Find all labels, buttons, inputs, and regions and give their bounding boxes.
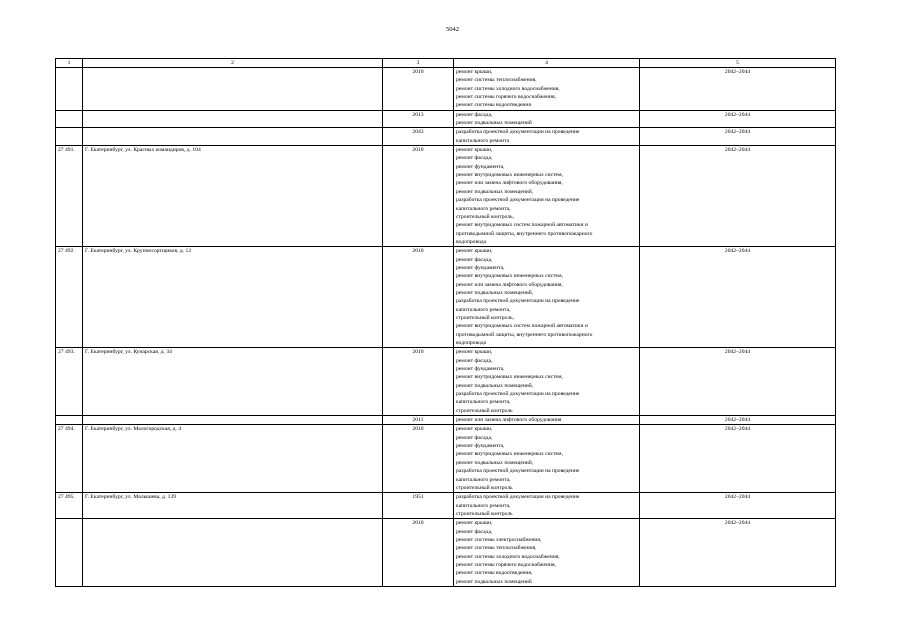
table-body bbox=[56, 68, 836, 587]
works-cell bbox=[454, 146, 640, 247]
address-cell bbox=[83, 128, 383, 146]
column-number-row bbox=[56, 59, 836, 68]
work-line: ремонт системы холодного водоснабжения, bbox=[456, 85, 560, 92]
work-line: ремонт крыши, bbox=[456, 426, 493, 433]
work-line: ремонт или замена лифтового оборудования bbox=[456, 417, 562, 424]
row-number-cell bbox=[56, 519, 83, 587]
year-cell: 2010 bbox=[383, 247, 454, 348]
table-row bbox=[56, 68, 836, 111]
row-number-cell bbox=[56, 128, 83, 146]
work-line: строительный контроль bbox=[456, 510, 513, 517]
works-cell bbox=[454, 68, 640, 111]
year-cell: 2010 bbox=[383, 519, 454, 587]
column-header: 5 bbox=[640, 59, 836, 68]
work-line: разработка проектной документации на проведение bbox=[456, 468, 580, 475]
work-line: ремонт крыши, bbox=[456, 69, 493, 75]
year-cell: 2043 bbox=[383, 128, 454, 146]
work-line: ремонт системы водоотведения, bbox=[456, 570, 533, 577]
table-row bbox=[56, 146, 836, 247]
works-cell bbox=[454, 247, 640, 348]
works-cell bbox=[454, 519, 640, 587]
address-cell bbox=[83, 416, 383, 425]
repair-schedule-table bbox=[55, 58, 836, 587]
work-line: ремонт фундамента, bbox=[456, 443, 505, 450]
work-line: ремонт подвальных помещений bbox=[456, 578, 532, 585]
row-number-cell: 27 495. bbox=[56, 493, 83, 519]
works-cell bbox=[454, 416, 640, 425]
period-cell: 2042–2044 bbox=[640, 128, 836, 146]
work-line: ремонт внутридомовых систем пожарной автоматики и bbox=[456, 222, 588, 229]
work-line: ремонт подвальных помещений, bbox=[456, 188, 534, 195]
row-number-cell bbox=[56, 110, 83, 128]
period-cell: 2042–2044 bbox=[640, 493, 836, 519]
year-cell: 1951 bbox=[383, 493, 454, 519]
work-line: капитального ремонта, bbox=[456, 476, 511, 483]
work-line: ремонт фасада, bbox=[456, 357, 493, 364]
work-line: ремонт крыши, bbox=[456, 520, 493, 527]
work-line: ремонт системы горячего водоснабжения, bbox=[456, 94, 556, 101]
row-number-cell: 27 491. bbox=[56, 146, 83, 247]
work-line: ремонт подвальных помещений bbox=[456, 120, 532, 127]
period-cell: 2042–2044 bbox=[640, 519, 836, 587]
table-row bbox=[56, 416, 836, 425]
works-cell bbox=[454, 348, 640, 416]
period-cell: 2042–2044 bbox=[640, 110, 836, 128]
work-line: ремонт фундамента, bbox=[456, 264, 505, 271]
table-row bbox=[56, 348, 836, 416]
work-line: ремонт подвальных помещений, bbox=[456, 382, 534, 389]
work-line: разработка проектной документации на проведение bbox=[456, 197, 580, 204]
work-line: капитального ремонта, bbox=[456, 205, 511, 212]
work-line: ремонт или замена лифтового оборудования, bbox=[456, 180, 563, 187]
work-line: ремонт внутридомовых систем пожарной автоматики и bbox=[456, 323, 588, 330]
work-line: ремонт внутридомовых инженерных систем, bbox=[456, 273, 563, 280]
address-cell: Г. Екатеринбург, ул. Красных командиров, д. 104 bbox=[83, 146, 383, 247]
work-line: ремонт системы холодного водоснабжения, bbox=[456, 553, 560, 560]
year-cell: 2010 bbox=[383, 425, 454, 493]
period-cell: 2042–2044 bbox=[640, 348, 836, 416]
work-line: строительный контроль, bbox=[456, 314, 514, 321]
address-cell bbox=[83, 110, 383, 128]
work-line: ремонт системы электроснабжения, bbox=[456, 536, 542, 543]
work-line: ремонт внутридомовых инженерных систем, bbox=[456, 451, 563, 458]
work-line: разработка проектной документации на проведение bbox=[456, 494, 580, 501]
work-line: ремонт подвальных помещений, bbox=[456, 289, 534, 296]
work-line: капитального ремонта, bbox=[456, 399, 511, 406]
work-line: противодымной защиты, внутреннего противопожарного bbox=[456, 230, 593, 237]
work-line: ремонт внутридомовых инженерных систем, bbox=[456, 374, 563, 381]
work-line: капитального ремонта, bbox=[456, 502, 511, 509]
work-line: строительный контроль bbox=[456, 484, 513, 491]
work-line: ремонт фасада, bbox=[456, 155, 493, 162]
column-header: 2 bbox=[83, 59, 383, 68]
work-line: ремонт системы водоотведения bbox=[456, 102, 531, 109]
period-cell: 2042–2044 bbox=[640, 247, 836, 348]
work-line: ремонт системы горячего водоснабжения, bbox=[456, 561, 556, 568]
period-cell: 2042–2044 bbox=[640, 146, 836, 247]
page-number: 5042 bbox=[446, 26, 459, 33]
column-header: 1 bbox=[56, 59, 83, 68]
table-row bbox=[56, 425, 836, 493]
address-cell bbox=[83, 68, 383, 111]
row-number-cell bbox=[56, 68, 83, 111]
row-number-cell bbox=[56, 416, 83, 425]
address-cell: Г. Екатеринбург, ул. Малогородская, д. 4 bbox=[83, 425, 383, 493]
address-cell: Г. Екатеринбург, ул. Кунарская, д. 34 bbox=[83, 348, 383, 416]
work-line: капитального ремонта bbox=[456, 137, 510, 144]
table-row bbox=[56, 247, 836, 348]
works-cell bbox=[454, 128, 640, 146]
work-line: ремонт фасада, bbox=[456, 528, 493, 535]
year-cell: 2013 bbox=[383, 110, 454, 128]
work-line: ремонт системы теплоснабжения, bbox=[456, 545, 537, 552]
column-header: 4 bbox=[454, 59, 640, 68]
works-cell bbox=[454, 110, 640, 128]
address-cell bbox=[83, 519, 383, 587]
table-row bbox=[56, 493, 836, 519]
year-cell: 2010 bbox=[383, 348, 454, 416]
table-row bbox=[56, 128, 836, 146]
work-line: ремонт системы теплоснабжения, bbox=[456, 77, 537, 84]
work-line: ремонт внутридомовых инженерных систем, bbox=[456, 172, 563, 179]
row-number-cell: 27 494. bbox=[56, 425, 83, 493]
work-line: капитального ремонта, bbox=[456, 306, 511, 313]
period-cell: 2042–2044 bbox=[640, 68, 836, 111]
works-cell bbox=[454, 493, 640, 519]
works-cell bbox=[454, 425, 640, 493]
work-line: ремонт или замена лифтового оборудования, bbox=[456, 281, 563, 288]
work-line: водопровода bbox=[456, 340, 487, 346]
work-line: разработка проектной документации на проведение bbox=[456, 298, 580, 305]
work-line: ремонт фундамента, bbox=[456, 366, 505, 373]
year-cell: 2011 bbox=[383, 416, 454, 425]
row-number-cell: 27 492. bbox=[56, 247, 83, 348]
table-row bbox=[56, 110, 836, 128]
work-line: ремонт фасада, bbox=[456, 256, 493, 263]
work-line: разработка проектной документации на проведение bbox=[456, 129, 580, 136]
address-cell: Г. Екатеринбург, ул. Малышева, д. 139 bbox=[83, 493, 383, 519]
table-row bbox=[56, 519, 836, 587]
work-line: ремонт фасада, bbox=[456, 434, 493, 441]
work-line: ремонт фундамента, bbox=[456, 163, 505, 170]
period-cell: 2042–2044 bbox=[640, 425, 836, 493]
work-line: ремонт подвальных помещений, bbox=[456, 459, 534, 466]
work-line: строительный контроль bbox=[456, 407, 513, 414]
work-line: ремонт крыши, bbox=[456, 248, 493, 255]
work-line: строительный контроль, bbox=[456, 213, 514, 220]
address-cell: Г. Екатеринбург, ул. Крупносортщиков, д. 12 bbox=[83, 247, 383, 348]
year-cell: 2010 bbox=[383, 68, 454, 111]
work-line: разработка проектной документации на проведение bbox=[456, 391, 580, 398]
work-line: ремонт крыши, bbox=[456, 349, 493, 356]
work-line: ремонт фасада, bbox=[456, 111, 493, 118]
row-number-cell: 27 493. bbox=[56, 348, 83, 416]
column-header: 3 bbox=[383, 59, 454, 68]
work-line: водопровода bbox=[456, 238, 487, 245]
work-line: ремонт крыши, bbox=[456, 147, 493, 154]
period-cell: 2042–2044 bbox=[640, 416, 836, 425]
year-cell: 2010 bbox=[383, 146, 454, 247]
work-line: противодымной защиты, внутреннего противопожарного bbox=[456, 331, 593, 338]
